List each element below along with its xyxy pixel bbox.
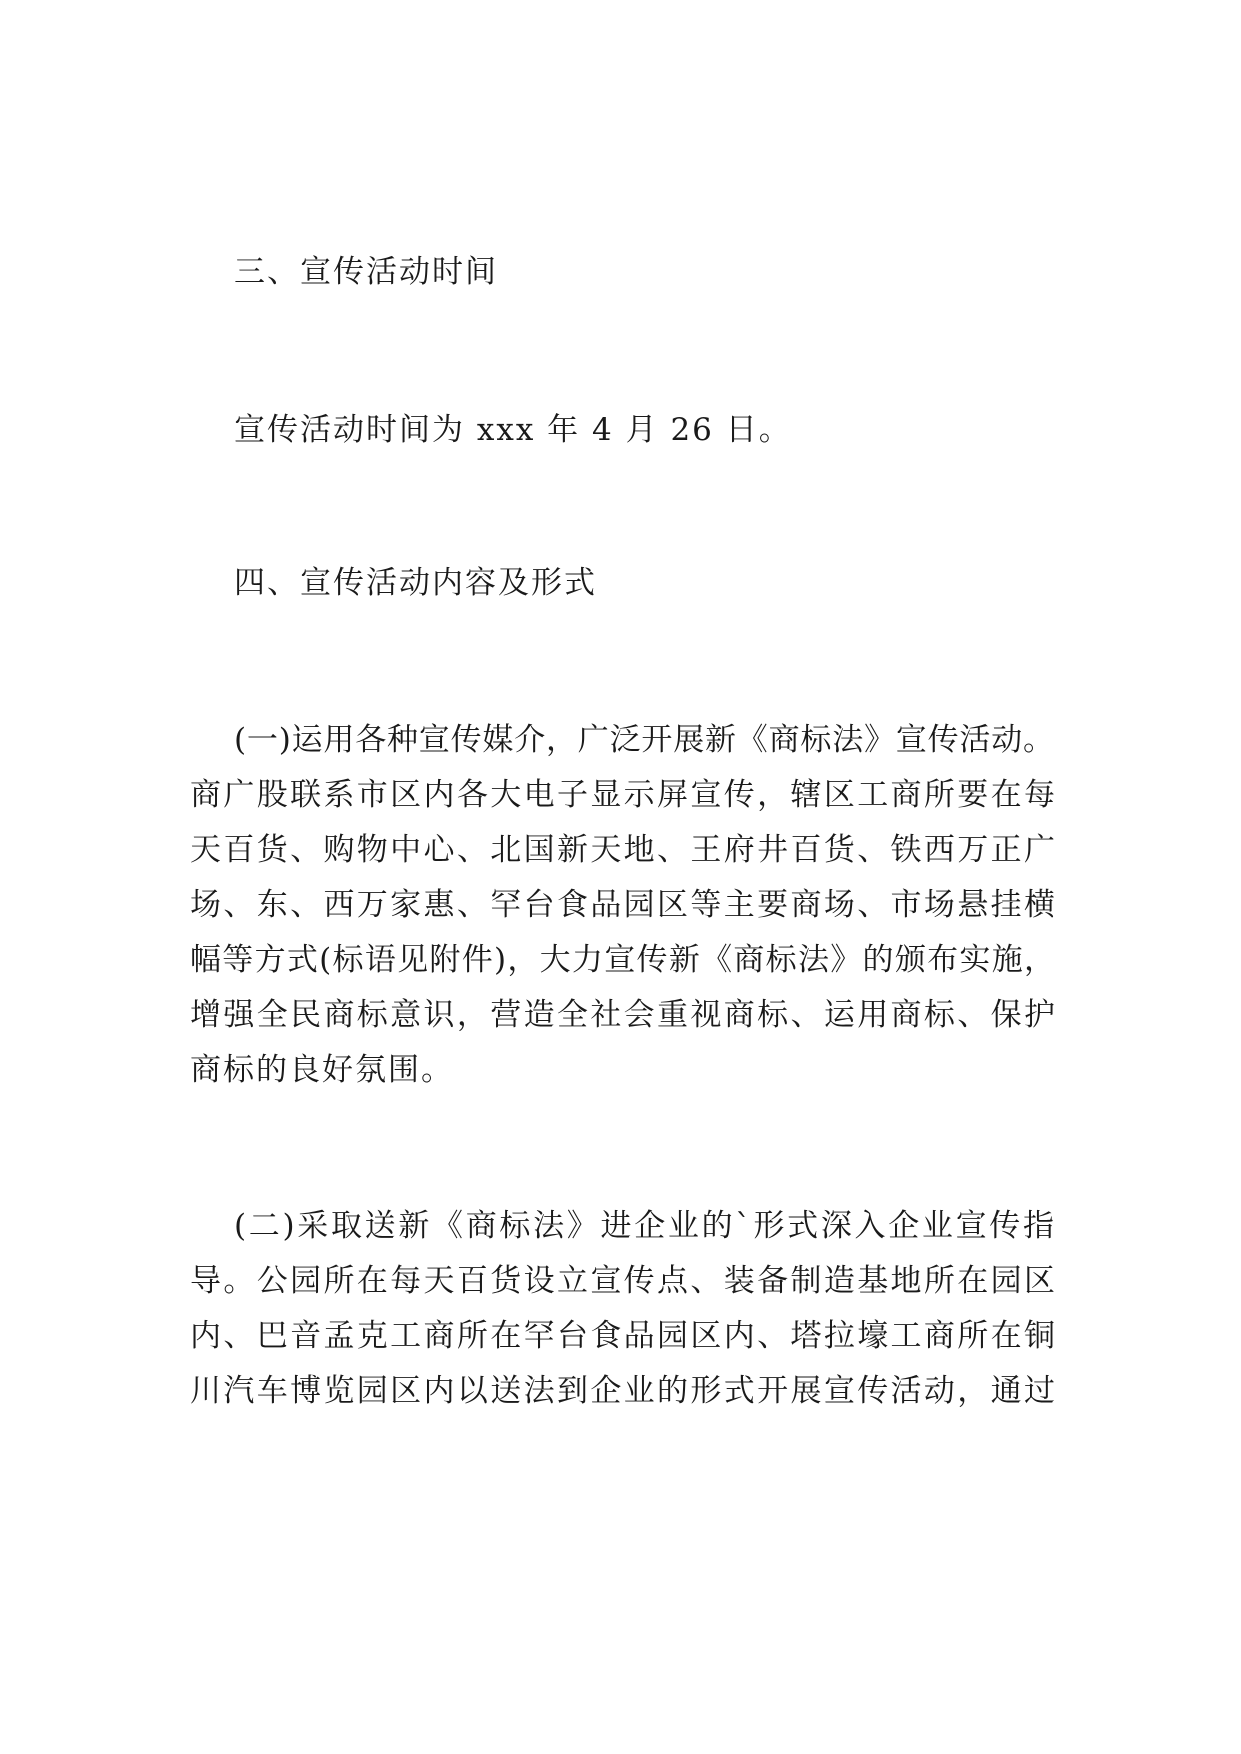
paragraph-2-line: 川汽车博览园区内以送法到企业的形式开展宣传活动，通过 <box>190 1373 1055 1409</box>
paragraph-1-line: 场、东、西万家惠、罕台食品园区等主要商场、市场悬挂横 <box>190 887 1055 923</box>
paragraph-1-line: (一)运用各种宣传媒介，广泛开展新《商标法》宣传活动。 <box>234 722 1054 758</box>
paragraph-2-line: 内、巴音孟克工商所在罕台食品园区内、塔拉壕工商所在铜 <box>190 1318 1055 1354</box>
paragraph-1-line: 天百货、购物中心、北国新天地、王府井百货、铁西万正广 <box>190 832 1055 868</box>
paragraph-1-line: 增强全民商标意识，营造全社会重视商标、运用商标、保护 <box>190 997 1055 1033</box>
section-3-body: 宣传活动时间为 xxx 年 4 月 26 日。 <box>234 412 792 448</box>
section-4-heading: 四、宣传活动内容及形式 <box>234 565 597 601</box>
section-3-heading: 三、宣传活动时间 <box>234 254 498 290</box>
paragraph-1-line: 商标的良好氛围。 <box>190 1052 454 1088</box>
paragraph-1-line: 幅等方式(标语见附件)，大力宣传新《商标法》的颁布实施， <box>190 942 1055 978</box>
paragraph-2-line: 导。公园所在每天百货设立宣传点、装备制造基地所在园区 <box>190 1263 1055 1299</box>
paragraph-1-line: 商广股联系市区内各大电子显示屏宣传，辖区工商所要在每 <box>190 777 1055 813</box>
paragraph-2-line: (二)采取送新《商标法》进企业的`形式深入企业宣传指 <box>234 1208 1054 1244</box>
